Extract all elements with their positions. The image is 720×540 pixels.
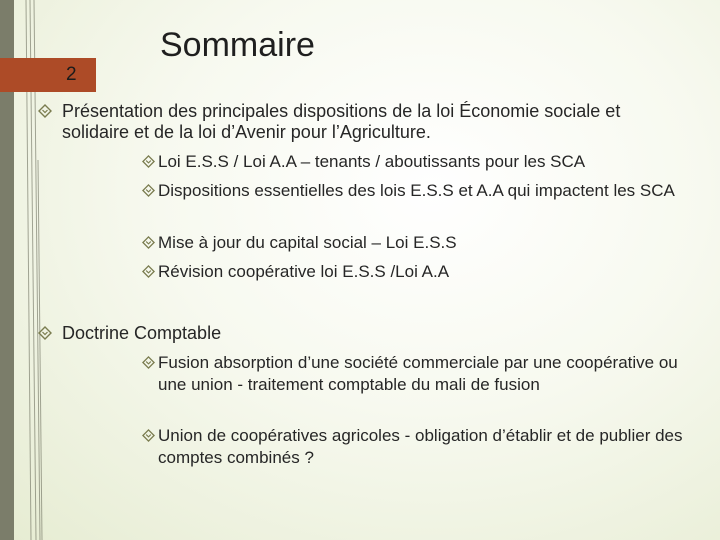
section-heading-doctrine: [38, 323, 692, 344]
list-item-text: Révision coopérative loi E.S.S /Loi A.A: [158, 262, 450, 281]
diamond-bullet-icon: [142, 429, 155, 442]
section-heading-text: Présentation des principales dispositions de la loi Économie sociale et solidaire et de la loi d’Avenir pour l’Agriculture.: [62, 101, 621, 142]
section-heading-text: Doctrine Comptable: [62, 323, 222, 343]
list-item-text: Dispositions essentielles des lois E.S.S et A.A qui impactent les SCA: [158, 181, 675, 200]
list-item-text: Union de coopératives agricoles - obligation d’établir et de publier des comptes combinés ?: [158, 426, 683, 467]
section-heading-presentation: [38, 101, 692, 143]
diamond-bullet-icon: [38, 326, 52, 340]
list-item: [142, 180, 683, 202]
list-item: [142, 261, 678, 283]
diamond-bullet-icon: [142, 184, 155, 197]
list-item: [142, 352, 683, 396]
diamond-bullet-icon: [142, 265, 155, 278]
slide-title: Sommaire: [160, 26, 315, 64]
list-item: [142, 151, 678, 173]
diamond-bullet-icon: [142, 155, 155, 168]
list-item: [142, 425, 683, 469]
diamond-bullet-icon: [142, 356, 155, 369]
list-item-text: Loi E.S.S / Loi A.A – tenants / aboutissants pour les SCA: [158, 152, 586, 171]
diamond-bullet-icon: [142, 236, 155, 249]
list-item-text: Fusion absorption d’une société commerciale par une coopérative ou une union - traitement comptable du mali de fusion: [158, 353, 678, 394]
list-item: [142, 232, 678, 254]
page-number-tab: 2: [0, 58, 96, 92]
diamond-bullet-icon: [38, 104, 52, 118]
list-item-text: Mise à jour du capital social – Loi E.S.S: [158, 233, 457, 252]
